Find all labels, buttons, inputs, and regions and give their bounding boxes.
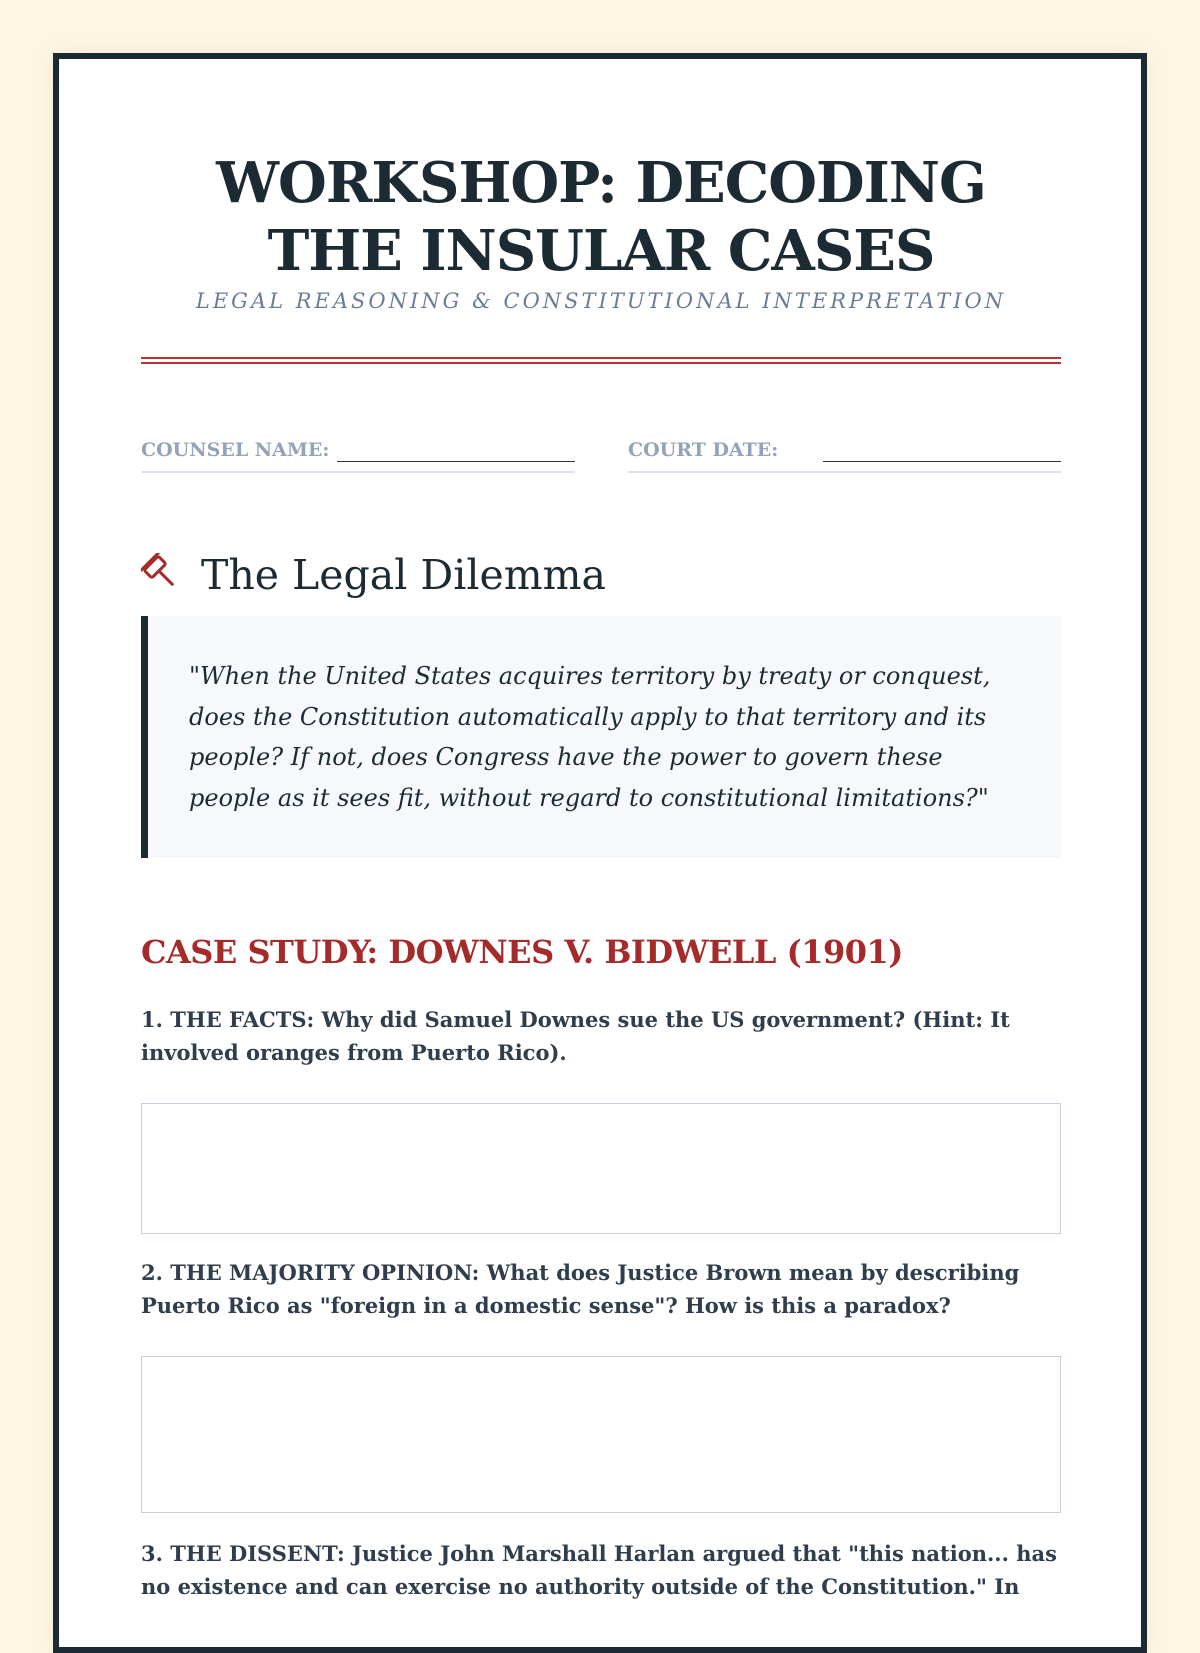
counsel-name-label: COUNSEL NAME: [141, 439, 330, 461]
legal-dilemma-heading [141, 547, 1061, 607]
answer-box-2[interactable] [141, 1356, 1061, 1513]
court-date-field[interactable] [628, 439, 1061, 473]
gavel-icon [141, 553, 181, 593]
answer-box-1[interactable] [141, 1103, 1061, 1234]
dilemma-quote [141, 616, 1061, 858]
question-2: 2. THE MAJORITY OPINION: What does Justice Brown mean by describing Puerto Rico as "foreign in a domestic sense"? How is this a paradox? [141, 1260, 1020, 1318]
court-date-input[interactable] [823, 461, 1061, 462]
worksheet [53, 53, 1147, 1653]
case-study-title: CASE STUDY: DOWNES V. BIDWELL (1901) [141, 933, 903, 971]
question-3: 3. THE DISSENT: Justice John Marshall Harlan argued that "this nation... has no existence and can exercise no authority outside of the Constitution." In [141, 1541, 1057, 1599]
counsel-name-input[interactable] [337, 461, 575, 462]
page-subtitle: LEGAL REASONING & CONSTITUTIONAL INTERPRETATION [195, 289, 1007, 313]
header-divider [141, 357, 1061, 364]
question-1: 1. THE FACTS: Why did Samuel Downes sue the US government? (Hint: It involved oranges from Puerto Rico). [141, 1007, 1010, 1065]
section-title: The Legal Dilemma [201, 551, 606, 599]
court-date-label: COURT DATE: [628, 439, 779, 461]
quote-text: "When the United States acquires territory by treaty or conquest, does the Constitution automatically apply to that territory and its people? If not, does Congress have the power to govern these people as it sees fit, without regard to constitutional limitations?" [189, 662, 991, 812]
page-title: WORKSHOP: DECODING THE INSULAR CASES [216, 150, 986, 284]
counsel-name-field[interactable] [141, 439, 575, 473]
